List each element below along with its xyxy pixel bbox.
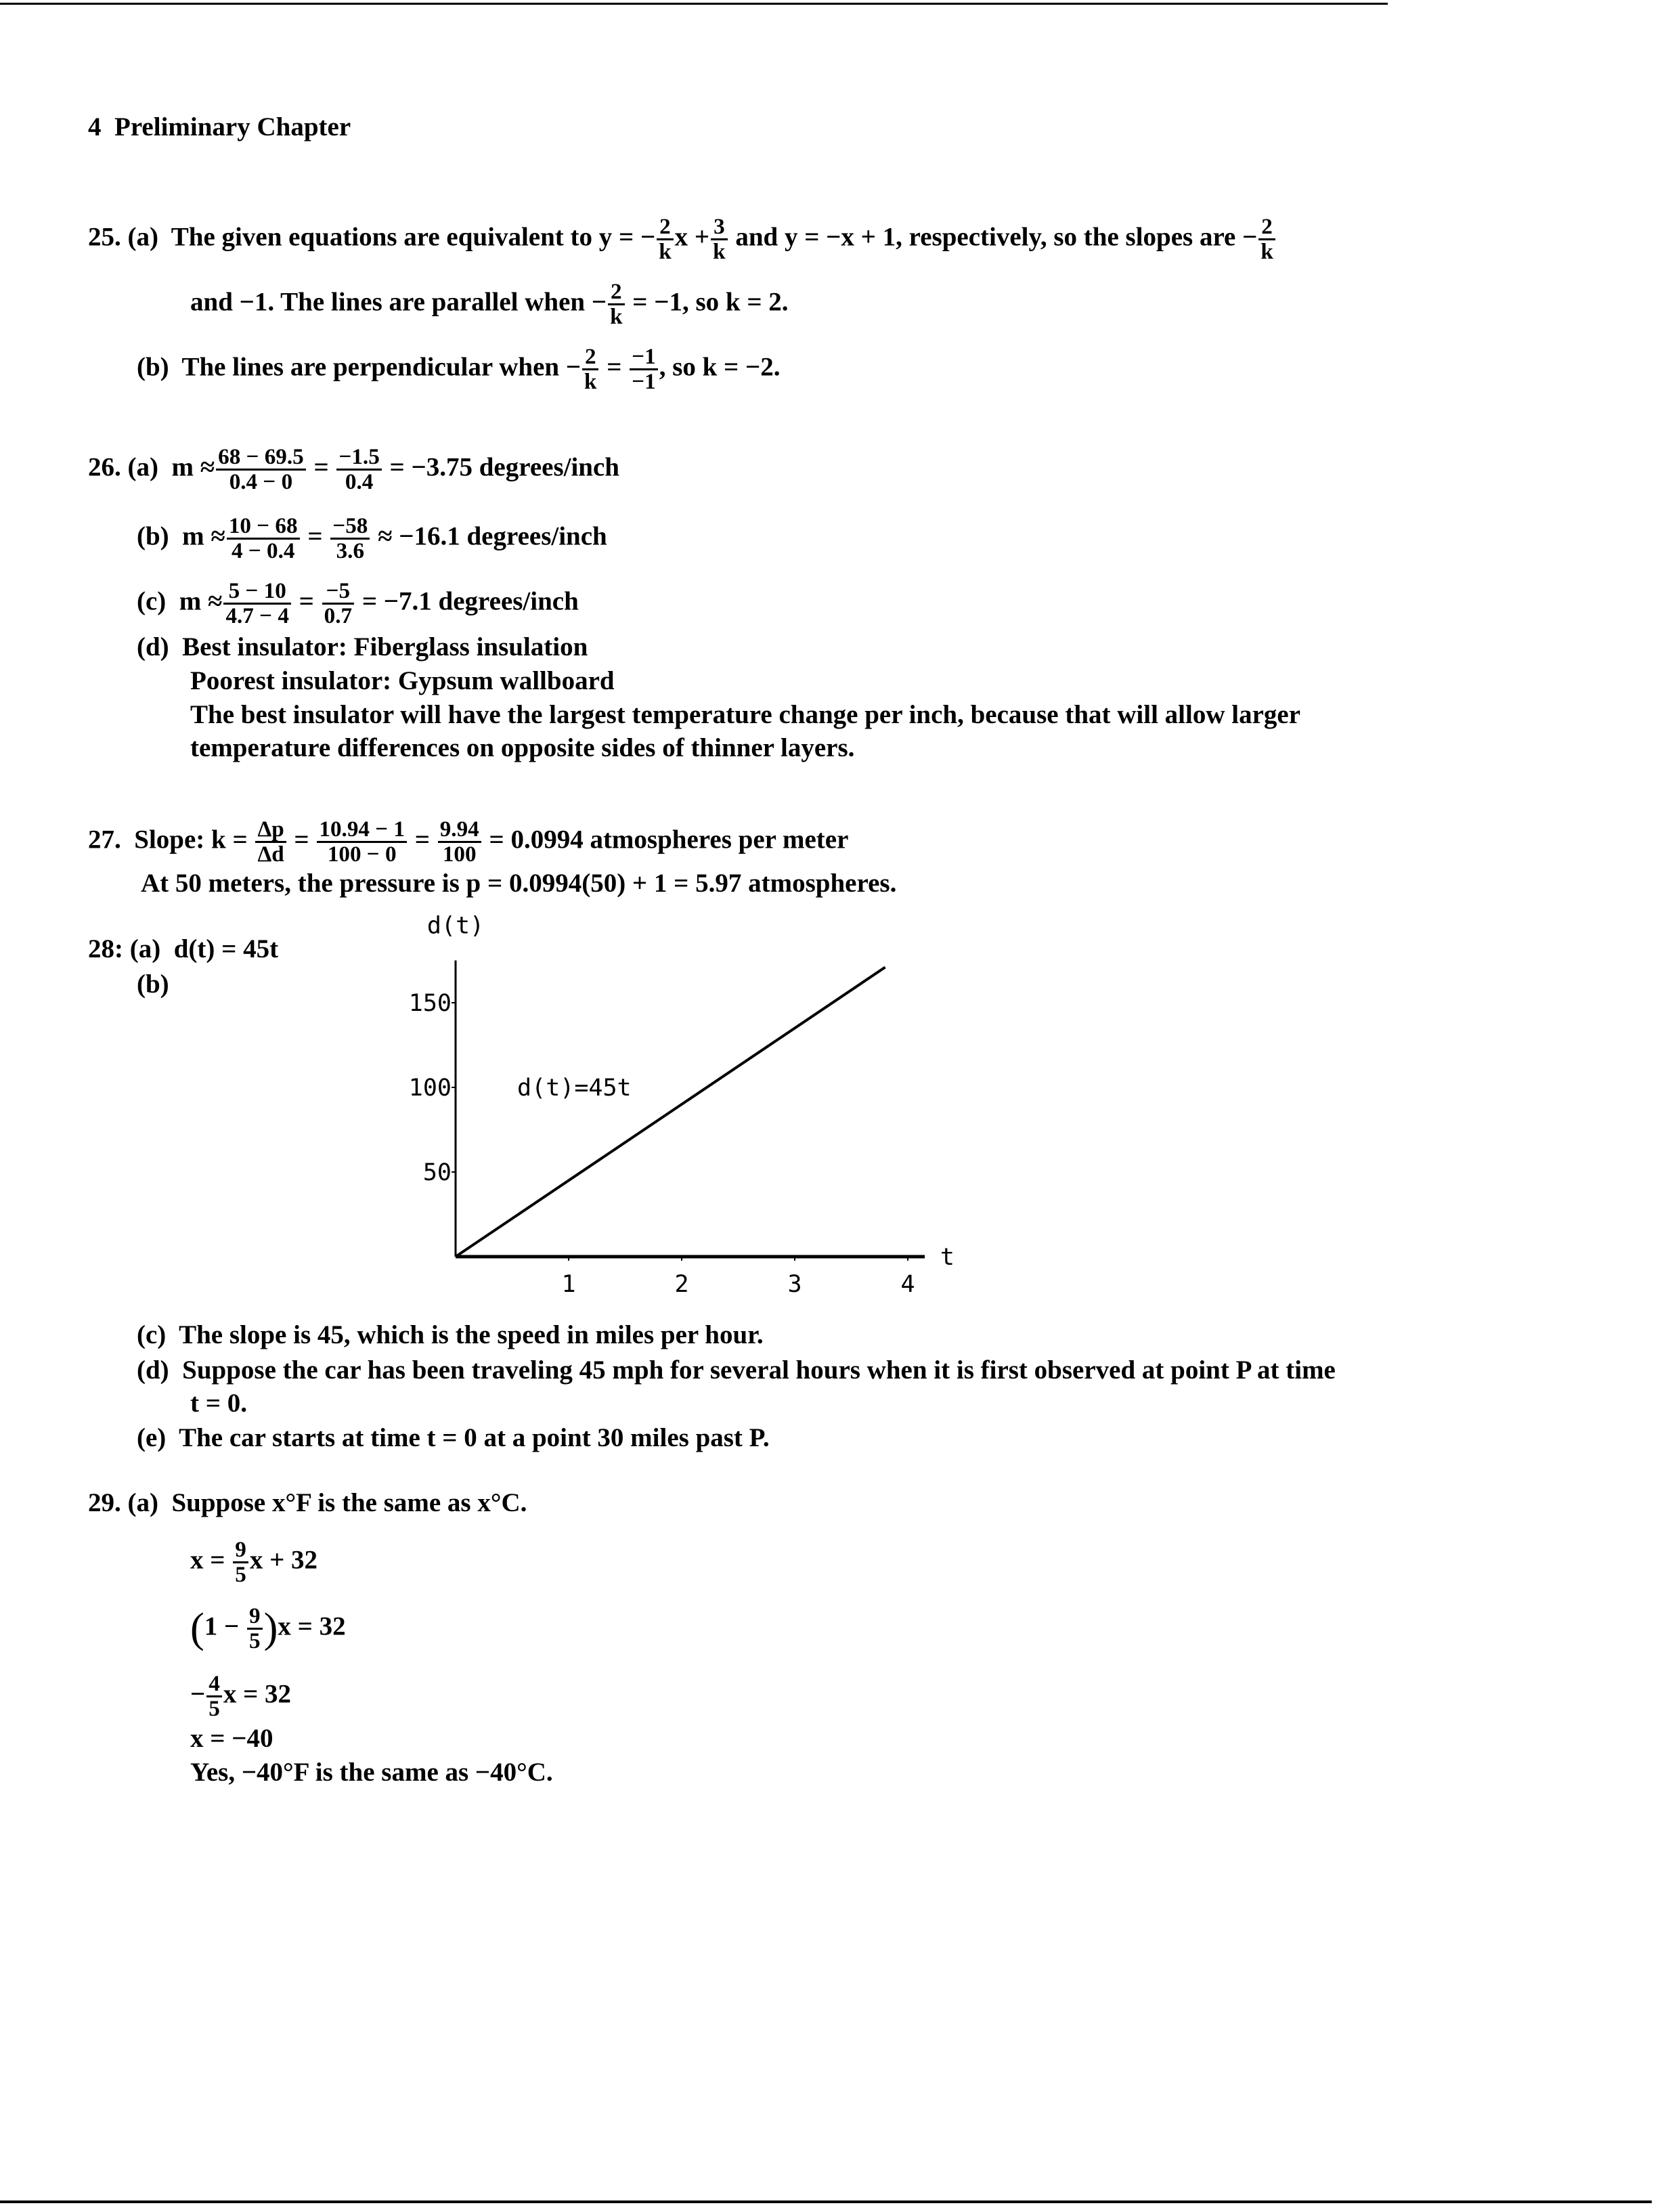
text: x + (674, 222, 710, 252)
problem-26d (137, 634, 588, 660)
x-tick-label: 4 (900, 1271, 915, 1298)
problem-26c (137, 580, 579, 628)
problem-28e (137, 1425, 770, 1451)
text: m ≈ (182, 521, 225, 551)
equation-2: (1 − $\frac{9}{5}$ )x = 32 (190, 1603, 346, 1653)
part-label: (b) (137, 970, 169, 999)
fraction: $\frac{68 - 69.5}{0.4 - 0}$ (216, 446, 306, 494)
fraction: $\frac{3}{k}$ (711, 215, 727, 263)
fraction: $\frac{-1}{-1}$ (630, 345, 657, 393)
fraction: $\frac{-58}{3.6}$ (330, 515, 370, 563)
text: At 50 meters, the pressure is p = 0.0994(50) + 1 = 5.97 atmospheres. (141, 869, 897, 898)
fraction: $\frac{5 - 10}{4.7 - 4}$ (223, 580, 290, 628)
x-tick-label: 2 (674, 1271, 689, 1298)
fraction: $\frac{10.94 - 1}{100 - 0}$ (317, 818, 407, 866)
text: Yes, −40°F is the same as −40°C. (190, 1758, 553, 1787)
text: t = 0. (190, 1389, 247, 1418)
part-label: (a) (127, 222, 158, 252)
text: m ≈ (171, 452, 215, 482)
text: temperature differences on opposite sides of thinner layers. (190, 733, 855, 762)
chapter-title: Preliminary Chapter (114, 112, 351, 142)
fraction: $\frac{2}{k}$ (608, 280, 624, 328)
text: = (292, 586, 321, 616)
problem-26a (88, 446, 619, 494)
text: and y = −x + 1, respectively, so the slopes are − (728, 222, 1258, 252)
part-label: (a) (127, 1488, 158, 1517)
part-label: (c) (137, 1320, 167, 1349)
problem-29a (88, 1490, 527, 1516)
text: Slope: k = (134, 825, 255, 854)
text: Best insulator: Fiberglass insulation (182, 632, 588, 662)
text: ≈ −16.1 degrees/inch (371, 521, 607, 551)
top-border (0, 3, 1388, 5)
text: = (287, 825, 316, 854)
x-axis-label: t (940, 1244, 954, 1271)
line-annotation: d(t)=45t (517, 1075, 632, 1102)
part-label: (a) (129, 934, 161, 963)
text: The given equations are equivalent to y = − (171, 222, 656, 252)
y-tick-label: 100 (408, 1075, 452, 1102)
y-tick-label: 50 (422, 1159, 452, 1186)
text: Poorest insulator: Gypsum wallboard (190, 666, 615, 695)
problem-28d (137, 1357, 1336, 1383)
text: = (301, 521, 330, 551)
problem-number: 28: (88, 934, 123, 963)
text: Suppose x°F is the same as x°C. (171, 1488, 527, 1517)
part-label: (d) (137, 1356, 169, 1385)
x-tick-label: 1 (561, 1271, 576, 1298)
y-tick-label: 150 (408, 990, 452, 1017)
fraction: $\frac{-1.5}{0.4}$ (336, 446, 381, 494)
series-line-d-of-t (456, 968, 885, 1257)
problem-25a-cont (190, 280, 789, 328)
problem-number: 27. (88, 825, 121, 854)
problem-25a (88, 215, 1277, 263)
fraction: $\frac{-5}{0.7}$ (322, 580, 354, 628)
part-label: (e) (137, 1423, 167, 1452)
text: = −3.75 degrees/inch (382, 452, 619, 482)
fraction: $\frac{10 - 68}{4 - 0.4}$ (227, 515, 300, 563)
problem-27 (88, 818, 848, 866)
text: = (600, 352, 629, 382)
text: = −7.1 degrees/inch (355, 586, 579, 616)
equation-3: − $\frac{4}{5}$ x = 32 (190, 1671, 292, 1721)
text: The lines are perpendicular when − (181, 352, 581, 382)
text: The slope is 45, which is the speed in miles per hour. (179, 1320, 764, 1349)
x-tick-label: 3 (787, 1271, 802, 1298)
problem-25b (137, 345, 781, 393)
page-number: 4 (88, 112, 102, 142)
part-label: (b) (137, 521, 169, 551)
page-header (88, 114, 351, 140)
bottom-border (0, 2200, 1652, 2203)
text: The best insulator will have the largest temperature change per inch, because that will allow larger (190, 700, 1301, 729)
text: = 0.0994 atmospheres per meter (482, 825, 849, 854)
fraction: $\frac{2}{k}$ (1258, 215, 1275, 263)
text: m ≈ (179, 586, 223, 616)
part-label: (d) (137, 632, 169, 662)
fraction: $\frac{\Delta p}{\Delta d}$ (255, 818, 286, 866)
part-label: (c) (137, 586, 167, 616)
problem-28c (137, 1322, 764, 1348)
fraction: $\frac{2}{k}$ (582, 345, 598, 393)
text: d(t) = 45t (173, 934, 279, 963)
equation-4: x = −40 (190, 1724, 273, 1753)
text: = −1, so k = 2. (626, 287, 789, 317)
part-label: (a) (127, 452, 158, 482)
equation-1: x = $\frac{9}{5}$ x + 32 (190, 1537, 318, 1587)
fraction: $\frac{9.94}{100}$ (438, 818, 481, 866)
problem-number: 26. (88, 452, 121, 482)
distance-time-chart (0, 880, 1015, 1327)
text: = (408, 825, 437, 854)
y-axis-label: d(t) (426, 912, 485, 940)
fraction: $\frac{2}{k}$ (657, 215, 673, 263)
text: and −1. The lines are parallel when − (190, 287, 607, 317)
problem-number: 25. (88, 222, 121, 252)
text: = (307, 452, 336, 482)
text: Suppose the car has been traveling 45 mph for several hours when it is first observed at point P at time (182, 1356, 1336, 1385)
problem-number: 29. (88, 1488, 121, 1517)
part-label: (b) (137, 352, 169, 382)
text: The car starts at time t = 0 at a point 30 miles past P. (179, 1423, 770, 1452)
text: , so k = −2. (659, 352, 781, 382)
problem-26b (137, 515, 607, 563)
